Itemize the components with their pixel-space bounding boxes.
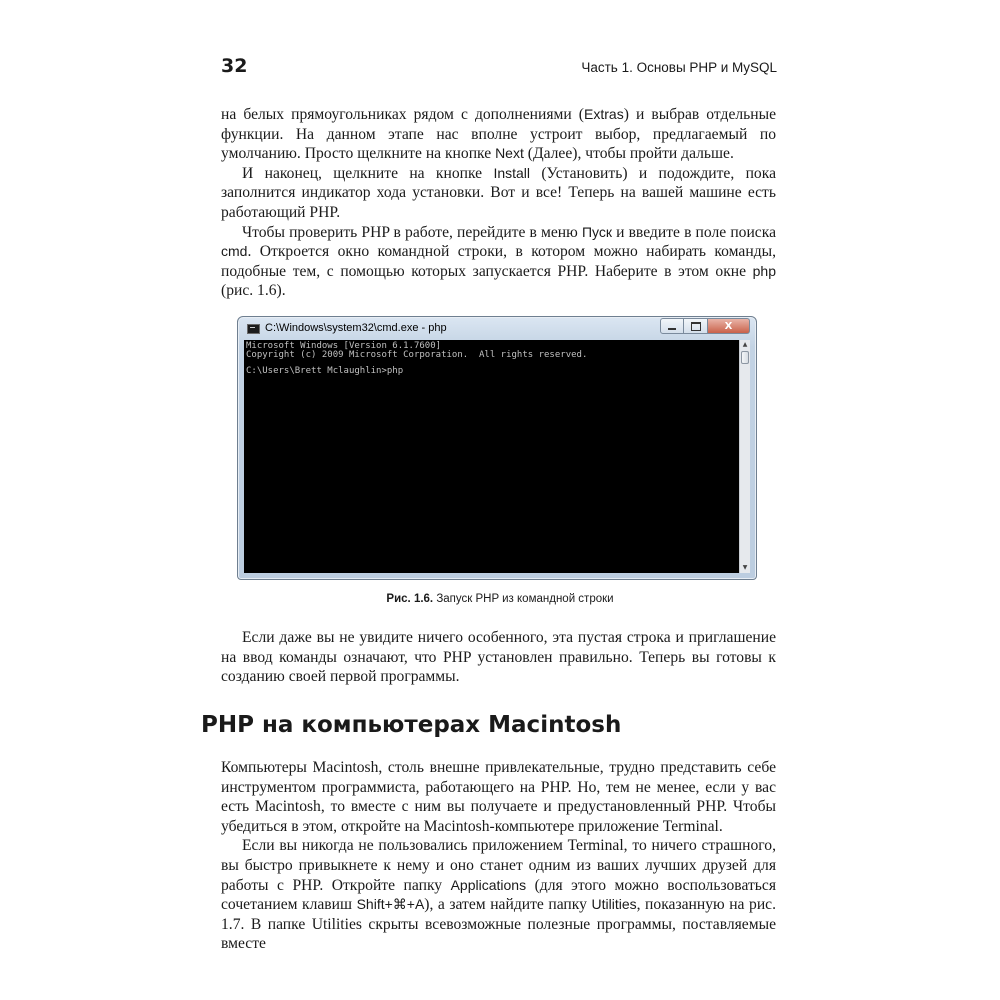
code-start-menu: Пуск	[581, 223, 612, 240]
code-extras: Extras	[584, 106, 624, 122]
section-heading: PHP на компьютерах Macintosh	[201, 712, 622, 738]
code-install: Install	[493, 164, 531, 181]
text-run: Чтобы проверить PHP в работе, перейдите в меню	[242, 223, 582, 241]
minimize-icon	[668, 328, 676, 330]
cmd-window-title: C:\Windows\system32\cmd.exe - php	[265, 322, 447, 334]
minimize-button[interactable]	[660, 318, 684, 334]
figure-label: Рис. 1.6.	[386, 593, 434, 605]
console-line: Microsoft Windows [Version 6.1.7600]	[246, 341, 442, 351]
cmd-console[interactable]	[244, 340, 740, 573]
text-run: . Откроется окно командной строки, в котором можно набирать команды, подобные тем, с помощью которых запускается PHP. Наберите в этом окне	[221, 243, 776, 280]
window-controls	[660, 318, 750, 334]
vertical-scrollbar[interactable]	[739, 340, 750, 573]
text-run: Если вы никогда не пользовались приложением Terminal, то ничего страшного, вы быстро привыкнете к нему и оно станет одним из ваших лучших друзей для работы с PHP. Откройте папку	[221, 837, 776, 894]
console-prompt: C:\Users\Brett Mclaughlin>php	[246, 366, 404, 376]
cmd-window-figure	[237, 316, 757, 580]
scroll-up-icon[interactable]: ▲	[742, 341, 748, 348]
code-shortcut: Shift+⌘+A	[356, 896, 425, 913]
paragraph-macintosh: Компьютеры Macintosh, столь внешне привлекательные, трудно представить себе инструментом программиста, работающего на PHP. Но, тем не менее, если у вас есть Macintosh, то вместе с ним вы получаете и предустановленный PHP. Чтобы убедиться в этом, откройте на Macintosh-компьютере приложение Terminal.	[221, 759, 776, 835]
paragraph-terminal	[221, 836, 776, 954]
text-run: ) и выбрав отдельные функции. На данном этапе нас вполне устроит выбор, предлагаемый по умолчанию. Просто щелкните на кнопке	[221, 106, 777, 163]
maximize-button[interactable]	[684, 318, 708, 334]
maximize-icon	[691, 322, 701, 331]
scroll-thumb[interactable]	[741, 351, 749, 364]
paragraph-check-php	[221, 223, 776, 301]
body-text-bottom	[221, 758, 776, 954]
code-php: php	[752, 262, 776, 279]
cmd-titlebar[interactable]	[238, 317, 756, 341]
text-run: И наконец, щелкните на кнопке	[242, 164, 494, 182]
text-run: (для этого можно воспользоваться сочетанием клавиш	[221, 876, 776, 914]
code-utilities: Utilities	[591, 896, 637, 913]
code-applications: Applications	[450, 876, 527, 893]
close-button[interactable]	[708, 318, 750, 334]
figure-caption-text: Запуск PHP из командной строки	[433, 593, 614, 605]
text-run: (рис. 1.6).	[221, 282, 286, 300]
text-run: и введите в поле поиска	[611, 223, 776, 241]
cmd-app-icon	[247, 324, 260, 334]
code-next: Next	[495, 145, 524, 162]
text-run: (Установить) и подождите, пока заполнится индикатор хода установки. Вот и все! Теперь на вашей машине есть работающий PHP.	[221, 164, 776, 221]
text-run: на белых прямоугольниках рядом с дополнениями (	[221, 106, 585, 123]
body-text-middle	[221, 628, 776, 687]
paragraph-extras	[221, 105, 776, 164]
figure-caption	[0, 593, 1000, 605]
page-number: 32	[221, 55, 248, 77]
text-run: , показанную на рис. 1.7. В папке Utilities скрыты всевозможные полезные программы, поставляемые вместе	[221, 896, 776, 953]
running-head: Часть 1. Основы PHP и MySQL	[581, 60, 777, 75]
paragraph-install	[221, 164, 776, 223]
body-text-top	[221, 105, 776, 301]
console-line: Copyright (c) 2009 Microsoft Corporation. All rights reserved.	[246, 349, 588, 360]
text-run: (Далее), чтобы пройти дальше.	[523, 145, 734, 163]
paragraph-php-installed: Если даже вы не увидите ничего особенного, эта пустая строка и приглашение на ввод команды означают, что PHP установлен правильно. Теперь вы готовы к созданию своей первой программы.	[221, 629, 776, 686]
close-icon: X	[724, 320, 733, 332]
text-run: ), а затем найдите папку	[424, 896, 592, 914]
code-cmd: cmd	[221, 243, 248, 260]
scroll-down-icon[interactable]: ▼	[742, 564, 748, 571]
